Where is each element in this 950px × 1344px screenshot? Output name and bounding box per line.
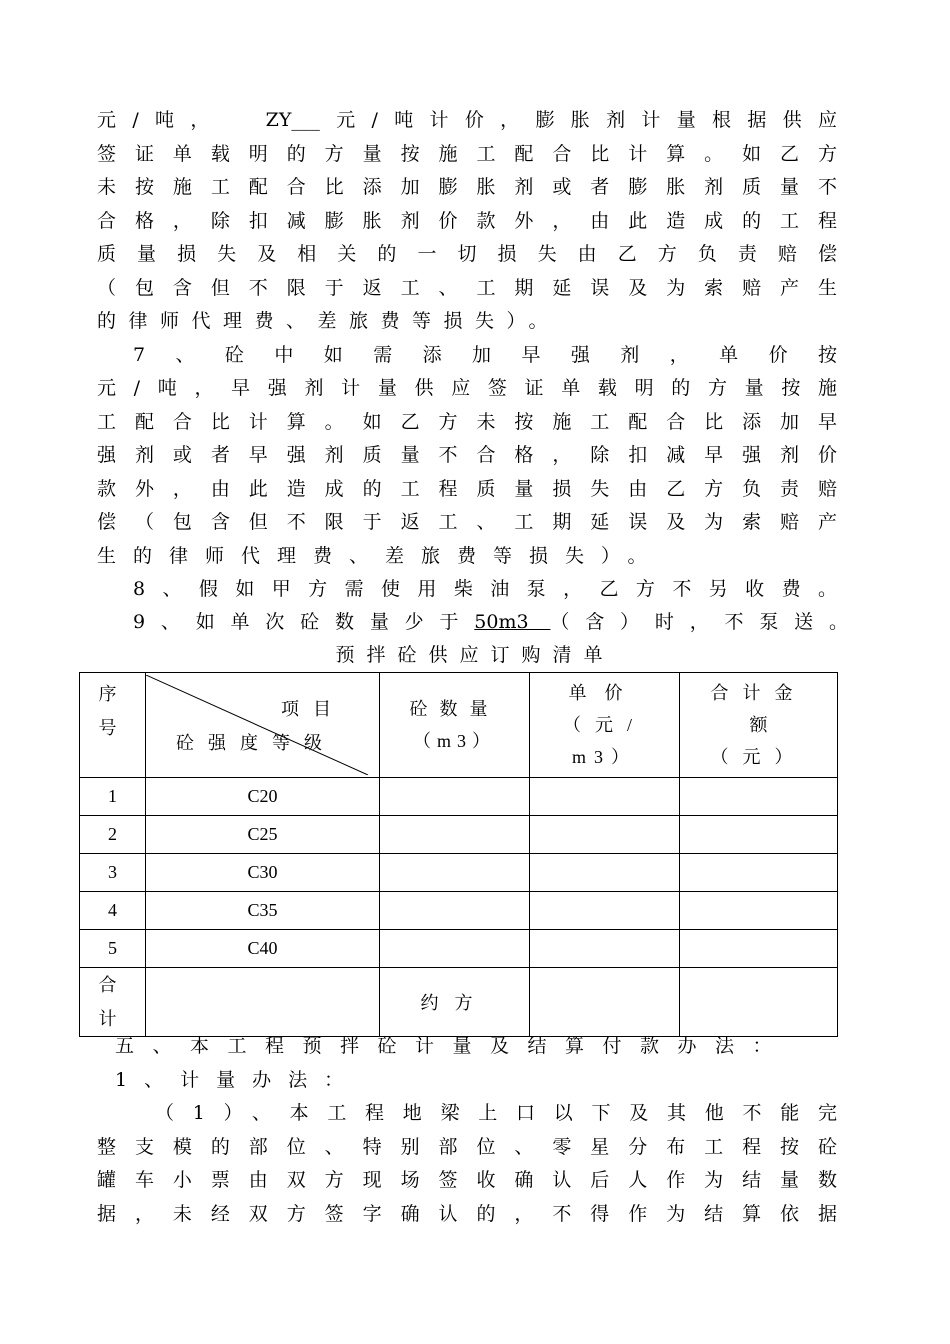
diagonal-line: [146, 675, 380, 775]
table-row: [80, 778, 838, 816]
total-price: [530, 968, 680, 1037]
row-quantity: [380, 892, 530, 930]
text-line: 罐车小票由双方现场签收确认后人作为结量数: [97, 1169, 837, 1191]
text-line: 合格，除扣减膨胀剂价款外，由此造成的工程: [97, 210, 837, 232]
row-amount: [680, 854, 838, 892]
row-amount: [680, 930, 838, 968]
header-amount: 合计金 额 （元）: [680, 673, 838, 778]
section-heading: 五、本工程预拌砼计量及结算付款办法：: [115, 1035, 791, 1057]
total-label: 合 计: [80, 968, 146, 1037]
text-line: 7、砼中如需添加早强剂，单价按: [133, 344, 837, 366]
table-row: [80, 854, 838, 892]
text-line: （包含但不限于返工、工期延误及为索赔产生: [97, 277, 837, 299]
row-price: [530, 892, 680, 930]
text-line: 的律师代理费、差旅费等损失）。: [97, 310, 561, 332]
text-line: 元/吨，早强剂计量供应签证单载明的方量按施: [97, 377, 837, 399]
table-row: [80, 930, 838, 968]
row-price: [530, 816, 680, 854]
row-grade: C25: [146, 816, 380, 854]
text-line: 签证单载明的方量按施工配合比计算。如乙方: [97, 143, 837, 165]
row-number: 3: [80, 854, 146, 892]
text-line: 整支模的部位、特别部位、零星分布工程按砼: [97, 1136, 837, 1158]
total-quantity: 约方: [380, 968, 530, 1037]
text-line: 未按施工配合比添加膨胀剂或者膨胀剂质量不: [97, 176, 837, 198]
row-number: 1: [80, 778, 146, 816]
text-line: 强剂或者早强剂质量不合格，除扣减早强剂价: [97, 444, 837, 466]
table-row: [80, 816, 838, 854]
text-line: 9、如单次砼数量少于50m3 （含）时，不泵送。: [133, 611, 848, 633]
row-amount: [680, 816, 838, 854]
subsection-heading: 1、计量办法：: [115, 1069, 361, 1091]
text-line: 偿（包含但不限于返工、工期延误及为索赔产: [97, 511, 837, 533]
text-line: 8、假如甲方需使用柴油泵，乙方不另收费。: [133, 578, 837, 600]
row-grade: C35: [146, 892, 380, 930]
row-grade: C40: [146, 930, 380, 968]
total-amount: [680, 968, 838, 1037]
header-grade: 砼强度等级: [176, 733, 336, 753]
table-row: [80, 892, 838, 930]
header-diagonal-cell: [146, 673, 380, 778]
row-amount: [680, 892, 838, 930]
text-line: 生的律师代理费、差旅费等损失）。: [97, 545, 664, 567]
header-seq: 序 号: [80, 673, 146, 778]
row-grade: C20: [146, 778, 380, 816]
text-line: 工配合比计算。如乙方未按施工配合比添加早: [97, 411, 837, 433]
row-price: [530, 854, 680, 892]
text-line: 质量损失及相关的一切损失由乙方负责赔偿: [97, 243, 837, 265]
row-number: 4: [80, 892, 146, 930]
row-quantity: [380, 778, 530, 816]
row-number: 5: [80, 930, 146, 968]
header-item: 项目: [281, 699, 345, 719]
header-unit-price: 单价 （元/ m3）: [530, 673, 680, 778]
row-grade: C30: [146, 854, 380, 892]
row-quantity: [380, 854, 530, 892]
table-header-row: [80, 673, 838, 778]
row-amount: [680, 778, 838, 816]
text-line: 款外，由此造成的工程质量损失由乙方负责赔: [97, 478, 837, 500]
row-number: 2: [80, 816, 146, 854]
row-price: [530, 778, 680, 816]
header-quantity: 砼数量 （m3）: [380, 673, 530, 778]
text-line: （1）、本工程地梁上口以下及其他不能完: [155, 1102, 837, 1124]
table-caption: 预拌砼供应订购清单: [335, 644, 615, 666]
order-table: [79, 672, 838, 1037]
text-line: 元/吨， ZY___元/吨计价，膨胀剂计量根据供应: [97, 109, 837, 131]
total-grade: [146, 968, 380, 1037]
row-price: [530, 930, 680, 968]
text-line: 据，未经双方签字确认的，不得作为结算依据: [97, 1203, 837, 1225]
row-quantity: [380, 930, 530, 968]
row-quantity: [380, 816, 530, 854]
total-row: [80, 968, 838, 1037]
